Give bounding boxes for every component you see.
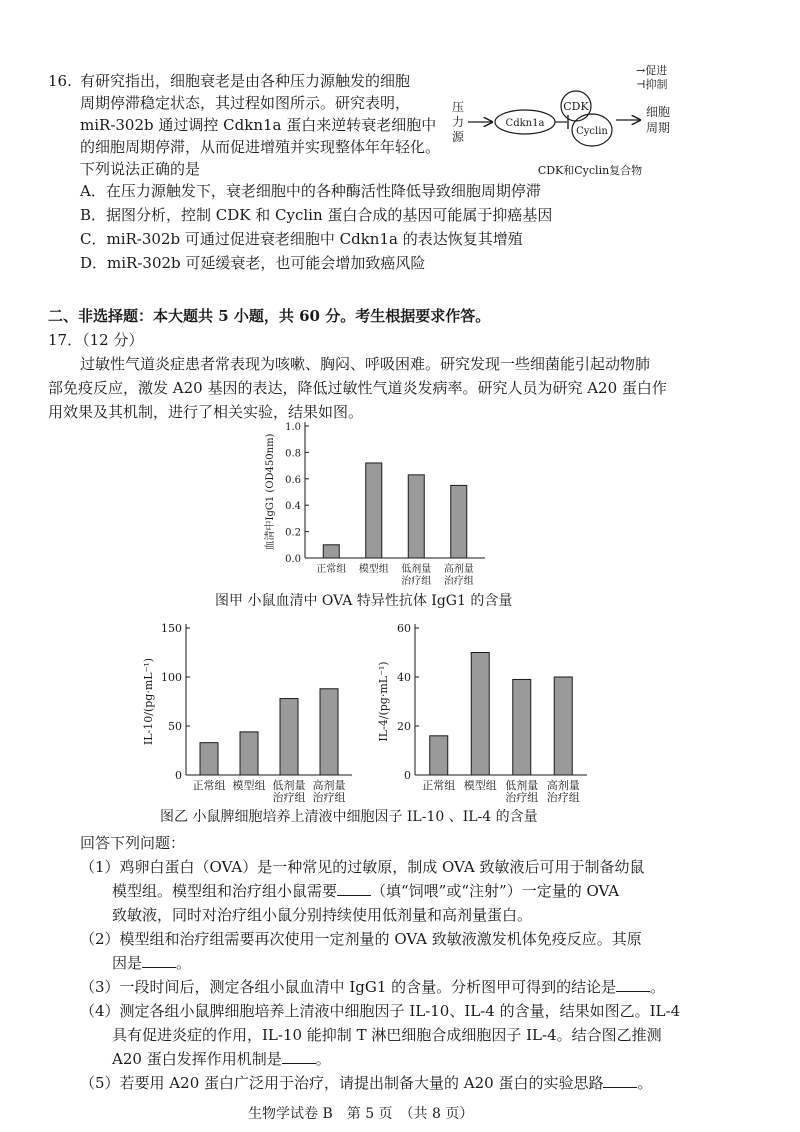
x-tick-label: 正常组 xyxy=(192,779,226,792)
subq1-line3: 致敏液，同时对治疗组小鼠分别持续使用低剂量和高剂量蛋白。 xyxy=(112,906,533,924)
subq5: （5）若要用 A20 蛋白广泛用于治疗，请提出制备大量的 A20 蛋白的实验思路 。 xyxy=(80,1074,653,1092)
q16-diagram xyxy=(440,62,690,192)
q16-stem-line: 有研究指出，细胞衰老是由各种压力源触发的细胞 xyxy=(80,72,411,90)
x-tick-label: 治疗组 xyxy=(312,791,346,804)
chart-a-caption: 图甲 小鼠血清中 OVA 特异性抗体 IgG1 的含量 xyxy=(215,593,513,609)
chart-b-caption: 图乙 小鼠脾细胞培养上清液中细胞因子 IL-10 、IL-4 的含量 xyxy=(160,809,538,825)
page-footer: 生物学试卷 B 第 5 页 （共 8 页） xyxy=(248,1106,474,1122)
blank-3[interactable] xyxy=(616,977,650,992)
x-tick-label: 低剂量 xyxy=(505,779,539,792)
q16-stem-line: 下列说法正确的是 xyxy=(80,160,201,178)
y-tick-label: 0.0 xyxy=(285,554,301,565)
subq4-line1: （4）测定各组小鼠脾细胞培养上清液中细胞因子 IL-10、IL-4 的含量，结果如图乙。IL-4 xyxy=(80,1002,681,1020)
q16-option-a[interactable]: A．在压力源触发下，衰老细胞中的各种酶活性降低导致细胞周期停滞 xyxy=(80,182,541,200)
subq1-line1: （1）鸡卵白蛋白（OVA）是一种常见的过敏原，制成 OVA 致敏液后可用于制备幼鼠 xyxy=(80,858,645,876)
y-axis-label: 血清中IgG1 (OD450nm) xyxy=(265,433,276,551)
subq4-line3: A20 蛋白发挥作用机制是 。 xyxy=(112,1050,331,1068)
stress-char-1: 压 xyxy=(452,100,465,114)
diagram-caption: CDK和Cyclin复合物 xyxy=(537,164,643,177)
q16-options xyxy=(80,180,552,276)
bar xyxy=(554,677,572,775)
cyclin-label: Cyclin xyxy=(576,126,608,137)
answer-lead: 回答下列问题： xyxy=(80,834,186,852)
x-tick-label: 高剂量 xyxy=(443,564,474,575)
q17-intro-1: 过敏性气道炎症患者常表现为咳嗽、胸闷、呼吸困难。研究发现一些细菌能引起动物肺 xyxy=(80,355,651,373)
y-tick-label: 20 xyxy=(397,720,411,733)
q16-stem-line: miR-302b 通过调控 Cdkn1a 蛋白来逆转衰老细胞中 xyxy=(80,116,437,134)
x-tick-label: 正常组 xyxy=(316,564,347,575)
x-tick-label: 治疗组 xyxy=(272,791,306,804)
section2-header: 二、非选择题：本大题共 5 小题，共 60 分。考生根据要求作答。 xyxy=(48,307,491,325)
cdkn1a-label: Cdkn1a xyxy=(505,118,545,129)
q16-stem-line: 的细胞周期停滞，从而促进增殖并实现整体年年轻化。 xyxy=(80,138,441,156)
y-tick-label: 100 xyxy=(161,671,182,684)
stress-char-2: 力 xyxy=(452,115,465,129)
bar xyxy=(240,732,258,775)
x-tick-label: 治疗组 xyxy=(443,576,474,587)
y-tick-label: 60 xyxy=(397,622,411,635)
subq2-line2: 因是 。 xyxy=(112,954,192,972)
subq1-line2: 模型组。模型组和治疗组小鼠需要 （填“饲喂”或“注射”）一定量的 OVA xyxy=(112,882,620,900)
y-tick-label: 50 xyxy=(168,720,182,733)
q16-option-b[interactable]: B．据图分析，控制 CDK 和 Cyclin 蛋白合成的基因可能属于抑癌基因 xyxy=(80,206,553,224)
q17-intro-3: 用效果及其机制，进行了相关实验，结果如图。 xyxy=(48,403,364,421)
bar xyxy=(280,699,298,775)
y-axis-label: IL-4/(pg·mL⁻¹) xyxy=(377,661,390,742)
y-tick-label: 0.2 xyxy=(285,527,301,539)
q16-stem xyxy=(80,70,440,180)
blank-4[interactable] xyxy=(282,1049,316,1064)
y-tick-label: 0.6 xyxy=(285,474,301,486)
x-tick-label: 正常组 xyxy=(422,779,456,792)
bar xyxy=(366,463,382,558)
bar xyxy=(408,475,424,558)
x-tick-label: 高剂量 xyxy=(546,779,580,792)
x-tick-label: 治疗组 xyxy=(401,576,432,587)
blank-2[interactable] xyxy=(142,953,176,968)
y-tick-label: 1.0 xyxy=(285,422,301,433)
y-tick-label: 0 xyxy=(404,769,411,782)
bar xyxy=(323,545,339,558)
x-tick-label: 低剂量 xyxy=(401,564,432,575)
y-tick-label: 150 xyxy=(161,622,182,635)
x-tick-label: 高剂量 xyxy=(312,779,346,792)
y-axis-label: IL-10/(pg·mL⁻¹) xyxy=(142,657,155,746)
x-tick-label: 模型组 xyxy=(463,779,497,792)
chart-il10 xyxy=(140,620,360,805)
bar xyxy=(451,485,467,558)
q16-stem-line: 周期停滞稳定状态，其过程如图所示。研究表明， xyxy=(80,94,411,112)
chart-igg1 xyxy=(255,418,555,608)
x-tick-label: 低剂量 xyxy=(272,779,306,792)
x-tick-label: 模型组 xyxy=(232,779,266,792)
bar xyxy=(471,653,489,776)
q16-number: 16. xyxy=(48,72,72,90)
cell-cycle-2: 周期 xyxy=(646,121,671,135)
chart-il4 xyxy=(375,620,595,805)
bar xyxy=(320,689,338,775)
bar xyxy=(513,679,531,775)
legend-promote: →促进 xyxy=(636,64,668,77)
cell-cycle-1: 细胞 xyxy=(646,105,671,119)
bar xyxy=(200,743,218,775)
subq2-line1: （2）模型组和治疗组需要再次使用一定剂量的 OVA 致敏液激发机体免疫反应。其原 xyxy=(80,930,642,948)
subq3: （3）一段时间后，测定各组小鼠血清中 IgG1 的含量。分析图甲可得到的结论是 。 xyxy=(80,978,666,996)
blank-1[interactable] xyxy=(337,881,371,896)
y-tick-label: 0.4 xyxy=(285,501,301,513)
stress-char-3: 源 xyxy=(452,130,465,144)
bar xyxy=(430,736,448,775)
y-tick-label: 0.8 xyxy=(285,448,301,460)
y-tick-label: 40 xyxy=(397,671,411,684)
legend-inhibit: ⊣抑制 xyxy=(636,78,668,91)
y-tick-label: 0 xyxy=(175,769,182,782)
q17-header: 17．（12 分） xyxy=(48,331,144,349)
x-tick-label: 模型组 xyxy=(358,564,389,575)
q16-option-d[interactable]: D．miR-302b 可延缓衰老，也可能会增加致癌风险 xyxy=(80,254,426,272)
q16-option-c[interactable]: C．miR-302b 可通过促进衰老细胞中 Cdkn1a 的表达恢复其增殖 xyxy=(80,230,523,248)
x-tick-label: 治疗组 xyxy=(505,791,539,804)
q17-intro-2: 部免疫反应，激发 A20 基因的表达，降低过敏性气道炎发病率。研究人员为研究 A20 蛋白作 xyxy=(48,379,667,397)
blank-5[interactable] xyxy=(603,1073,637,1088)
subq4-line2: 具有促进炎症的作用，IL-10 能抑制 T 淋巴细胞合成细胞因子 IL-4。结合图乙推测 xyxy=(112,1026,662,1044)
x-tick-label: 治疗组 xyxy=(546,791,580,804)
cdk-label: CDK xyxy=(563,100,589,113)
